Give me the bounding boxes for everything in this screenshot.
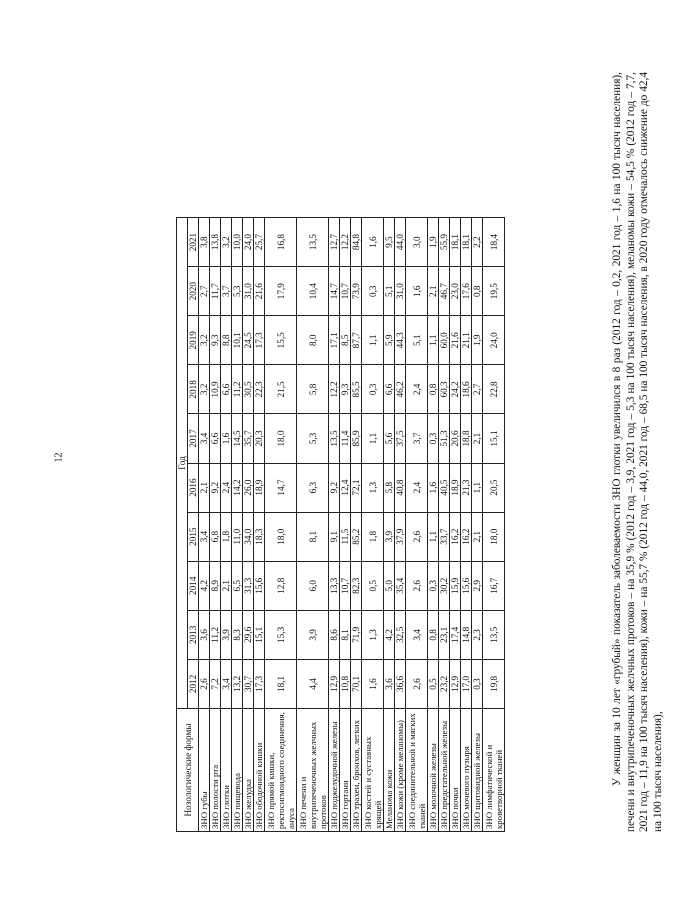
value-cell: 20,5 (483, 463, 505, 512)
value-cell: 40,5 (439, 463, 450, 512)
year-header: 2012 (188, 659, 199, 708)
value-cell: 0,3 (428, 414, 439, 463)
value-cell: 5,6 (384, 414, 395, 463)
value-cell: 1,1 (362, 316, 384, 365)
value-cell: 3,9 (297, 610, 329, 659)
value-cell: 71,9 (351, 610, 362, 659)
value-cell: 0,8 (428, 610, 439, 659)
value-cell: 17,3 (254, 659, 265, 708)
value-cell: 13,5 (297, 218, 329, 267)
value-cell: 14,8 (461, 610, 472, 659)
value-cell: 2,1 (221, 561, 232, 610)
value-cell: 60,3 (439, 365, 450, 414)
value-cell: 17,9 (265, 267, 297, 316)
value-cell: 21,3 (461, 463, 472, 512)
value-cell: 20,6 (450, 414, 461, 463)
value-cell: 26,0 (243, 463, 254, 512)
year-group-header: Год (177, 218, 188, 709)
value-cell: 31,0 (395, 267, 406, 316)
value-cell: 3,4 (199, 512, 210, 561)
table-row (461, 218, 472, 832)
value-cell: 87,7 (351, 316, 362, 365)
value-cell: 20,3 (254, 414, 265, 463)
value-cell: 23,1 (439, 610, 450, 659)
value-cell: 31,0 (243, 267, 254, 316)
value-cell: 21,6 (254, 267, 265, 316)
value-cell: 33,7 (439, 512, 450, 561)
value-cell: 23,0 (450, 267, 461, 316)
value-cell: 13,5 (329, 414, 340, 463)
value-cell: 4,2 (384, 610, 395, 659)
value-cell: 82,3 (351, 561, 362, 610)
value-cell: 8,6 (329, 610, 340, 659)
value-cell: 15,1 (483, 414, 505, 463)
nosological-form-cell: ЗНО мочевого пузыря (461, 709, 472, 832)
value-cell: 13,8 (210, 218, 221, 267)
value-cell: 12,9 (450, 659, 461, 708)
value-cell: 11,5 (340, 512, 351, 561)
nosological-form-cell: ЗНО почки (450, 709, 461, 832)
value-cell: 2,4 (406, 463, 428, 512)
value-cell: 8,0 (297, 316, 329, 365)
body-paragraph: У женщин за 10 лет «грубый» показатель заболеваемости ЗНО глотки увеличился в 8 раз (2012 год – 0,2, 2021 год – 1,6 на 100 тысяч населения), печени и внутрипеченочных желчных протоков – на 35,9 % (2012 год – 3,9, 2021 год – 5,3 на 100 тысяч населения), меланомы кожи – 54,5 % (2012 год – 7,7, 2021 год – 11,9 на 100 тысяч населения), кожи – на 55,7 % (2012 год – 44,0, 2021 год – 68,5 на 100 тысяч населения, в 2020 году отмечалось снижение до 42,4 на 100 тысяч населения), (611, 72, 664, 832)
value-cell: 3,4 (406, 610, 428, 659)
value-cell: 9,2 (210, 463, 221, 512)
form-column-header: Нозологические формы (177, 709, 199, 832)
year-header: 2019 (188, 316, 199, 365)
value-cell: 0,5 (428, 659, 439, 708)
value-cell: 13,2 (232, 659, 243, 708)
value-cell: 10,0 (232, 218, 243, 267)
value-cell: 2,6 (406, 659, 428, 708)
value-cell: 3,6 (199, 610, 210, 659)
table-row (362, 218, 384, 832)
value-cell: 8,1 (297, 512, 329, 561)
value-cell: 3,0 (406, 218, 428, 267)
value-cell: 1,3 (362, 610, 384, 659)
value-cell: 2,1 (428, 267, 439, 316)
table-row (439, 218, 450, 832)
nosological-form-cell: ЗНО желудка (243, 709, 254, 832)
value-cell: 3,4 (221, 659, 232, 708)
value-cell: 1,6 (221, 414, 232, 463)
value-cell: 2,6 (199, 659, 210, 708)
value-cell: 1,6 (428, 463, 439, 512)
value-cell: 24,2 (450, 365, 461, 414)
value-cell: 9,1 (329, 512, 340, 561)
nosological-form-cell: ЗНО поджелудочной железы (329, 709, 340, 832)
value-cell: 2,7 (199, 267, 210, 316)
value-cell: 16,2 (450, 512, 461, 561)
value-cell: 18,1 (265, 659, 297, 708)
value-cell: 3,7 (221, 267, 232, 316)
value-cell: 12,2 (329, 365, 340, 414)
value-cell: 6,8 (210, 512, 221, 561)
value-cell: 12,8 (265, 561, 297, 610)
year-header: 2015 (188, 512, 199, 561)
value-cell: 1,6 (362, 218, 384, 267)
value-cell: 29,6 (243, 610, 254, 659)
value-cell: 22,3 (254, 365, 265, 414)
value-cell: 0,3 (428, 561, 439, 610)
value-cell: 3,2 (199, 316, 210, 365)
value-cell: 2,6 (406, 512, 428, 561)
table-row (483, 218, 505, 832)
value-cell: 3,4 (199, 414, 210, 463)
value-cell: 85,5 (351, 365, 362, 414)
value-cell: 10,9 (210, 365, 221, 414)
value-cell: 18,9 (450, 463, 461, 512)
year-header: 2018 (188, 365, 199, 414)
value-cell: 16,2 (461, 512, 472, 561)
value-cell: 13,3 (329, 561, 340, 610)
value-cell: 34,0 (243, 512, 254, 561)
value-cell: 9,5 (384, 218, 395, 267)
value-cell: 35,7 (243, 414, 254, 463)
table-row (340, 218, 351, 832)
table-row (297, 218, 329, 832)
value-cell: 72,1 (351, 463, 362, 512)
value-cell: 12,7 (329, 218, 340, 267)
value-cell: 2,9 (472, 561, 483, 610)
value-cell: 17,1 (329, 316, 340, 365)
value-cell: 11,2 (210, 610, 221, 659)
value-cell: 5,0 (384, 561, 395, 610)
value-cell: 5,3 (297, 414, 329, 463)
value-cell: 17,0 (461, 659, 472, 708)
nosological-form-cell: ЗНО ободочной кишки (254, 709, 265, 832)
value-cell: 6,6 (384, 365, 395, 414)
value-cell: 7,2 (210, 659, 221, 708)
value-cell: 10,4 (297, 267, 329, 316)
table-row (384, 218, 395, 832)
value-cell: 2,1 (472, 414, 483, 463)
rotated-page-content (160, 72, 700, 832)
value-cell: 15,6 (461, 561, 472, 610)
value-cell: 2,1 (199, 463, 210, 512)
table-row (210, 218, 221, 832)
value-cell: 19,8 (483, 659, 505, 708)
value-cell: 85,2 (351, 512, 362, 561)
table-row (472, 218, 483, 832)
value-cell: 18,1 (450, 218, 461, 267)
value-cell: 2,2 (472, 218, 483, 267)
value-cell: 11,0 (232, 512, 243, 561)
nosological-form-cell: ЗНО кожи (кроме меланомы) (395, 709, 406, 832)
value-cell: 18,9 (254, 463, 265, 512)
value-cell: 9,3 (210, 316, 221, 365)
year-header: 2016 (188, 463, 199, 512)
value-cell: 18,6 (461, 365, 472, 414)
value-cell: 18,3 (254, 512, 265, 561)
value-cell: 30,5 (243, 365, 254, 414)
value-cell: 2,3 (472, 610, 483, 659)
table-row (406, 218, 428, 832)
value-cell: 1,1 (428, 316, 439, 365)
nosological-form-cell: ЗНО гортани (340, 709, 351, 832)
value-cell: 3,9 (221, 610, 232, 659)
value-cell: 16,8 (265, 218, 297, 267)
year-header: 2017 (188, 414, 199, 463)
value-cell: 2,1 (472, 512, 483, 561)
value-cell: 12,9 (329, 659, 340, 708)
value-cell: 6,3 (297, 463, 329, 512)
table-row (450, 218, 461, 832)
value-cell: 3,2 (199, 365, 210, 414)
value-cell: 0,3 (362, 267, 384, 316)
value-cell: 44,0 (395, 218, 406, 267)
nosological-form-cell: ЗНО соединительной и мягких тканей (406, 709, 428, 832)
nosological-form-cell: Меланома кожи (384, 709, 395, 832)
value-cell: 5,1 (384, 267, 395, 316)
value-cell: 8,8 (221, 316, 232, 365)
value-cell: 37,9 (395, 512, 406, 561)
value-cell: 12,2 (340, 218, 351, 267)
value-cell: 23,2 (439, 659, 450, 708)
value-cell: 36,6 (395, 659, 406, 708)
value-cell: 15,1 (254, 610, 265, 659)
nosological-form-cell: ЗНО предстательной железы (439, 709, 450, 832)
value-cell: 21,6 (450, 316, 461, 365)
value-cell: 2,4 (406, 365, 428, 414)
year-header: 2021 (188, 218, 199, 267)
value-cell: 1,8 (362, 512, 384, 561)
table-row (232, 218, 243, 832)
value-cell: 4,4 (297, 659, 329, 708)
nosological-form-cell: ЗНО молочной железы (428, 709, 439, 832)
value-cell: 5,9 (384, 316, 395, 365)
value-cell: 6,6 (221, 365, 232, 414)
value-cell: 6,5 (232, 561, 243, 610)
value-cell: 9,2 (329, 463, 340, 512)
value-cell: 2,7 (472, 365, 483, 414)
year-header: 2014 (188, 561, 199, 610)
value-cell: 17,4 (450, 610, 461, 659)
value-cell: 2,6 (406, 561, 428, 610)
value-cell: 1,1 (362, 414, 384, 463)
value-cell: 6,6 (210, 414, 221, 463)
nosological-form-cell: ЗНО трахеи, бронхов, легких (351, 709, 362, 832)
value-cell: 1,8 (221, 512, 232, 561)
value-cell: 5,8 (297, 365, 329, 414)
table-row (351, 218, 362, 832)
value-cell: 24,0 (243, 218, 254, 267)
table-row (221, 218, 232, 832)
value-cell: 0,8 (428, 365, 439, 414)
nosological-form-cell: ЗНО прямой кишки, ректосигмоидного соединения, ануса (265, 709, 297, 832)
table-row (265, 218, 297, 832)
value-cell: 17,3 (254, 316, 265, 365)
value-cell: 10,8 (340, 659, 351, 708)
value-cell: 84,8 (351, 218, 362, 267)
value-cell: 0,3 (472, 659, 483, 708)
value-cell: 0,3 (362, 365, 384, 414)
value-cell: 3,2 (221, 218, 232, 267)
value-cell: 1,3 (362, 463, 384, 512)
value-cell: 3,6 (384, 659, 395, 708)
value-cell: 1,9 (472, 316, 483, 365)
value-cell: 5,1 (406, 316, 428, 365)
value-cell: 15,5 (265, 316, 297, 365)
value-cell: 21,5 (265, 365, 297, 414)
value-cell: 1,1 (472, 463, 483, 512)
value-cell: 8,9 (210, 561, 221, 610)
table-row (395, 218, 406, 832)
value-cell: 55,9 (439, 218, 450, 267)
value-cell: 1,1 (428, 512, 439, 561)
value-cell: 11,4 (340, 414, 351, 463)
value-cell: 37,5 (395, 414, 406, 463)
value-cell: 14,2 (232, 463, 243, 512)
value-cell: 8,1 (340, 610, 351, 659)
year-header: 2013 (188, 610, 199, 659)
nosological-form-cell: ЗНО глотки (221, 709, 232, 832)
value-cell: 25,7 (254, 218, 265, 267)
table-row (243, 218, 254, 832)
value-cell: 18,0 (265, 512, 297, 561)
value-cell: 13,5 (483, 610, 505, 659)
value-cell: 30,7 (243, 659, 254, 708)
value-cell: 10,7 (340, 267, 351, 316)
value-cell: 24,5 (243, 316, 254, 365)
value-cell: 12,4 (340, 463, 351, 512)
value-cell: 15,3 (265, 610, 297, 659)
value-cell: 73,9 (351, 267, 362, 316)
value-cell: 21,1 (461, 316, 472, 365)
value-cell: 18,4 (483, 218, 505, 267)
nosological-form-cell: ЗНО полости рта (210, 709, 221, 832)
value-cell: 0,8 (472, 267, 483, 316)
value-cell: 31,3 (243, 561, 254, 610)
value-cell: 1,9 (428, 218, 439, 267)
value-cell: 3,9 (384, 512, 395, 561)
value-cell: 15,9 (450, 561, 461, 610)
value-cell: 46,7 (439, 267, 450, 316)
value-cell: 30,2 (439, 561, 450, 610)
value-cell: 8,5 (340, 316, 351, 365)
value-cell: 19,5 (483, 267, 505, 316)
nosological-form-cell: ЗНО пищевода (232, 709, 243, 832)
value-cell: 18,0 (483, 512, 505, 561)
value-cell: 17,6 (461, 267, 472, 316)
value-cell: 14,5 (232, 414, 243, 463)
value-cell: 11,7 (210, 267, 221, 316)
value-cell: 32,5 (395, 610, 406, 659)
value-cell: 51,3 (439, 414, 450, 463)
value-cell: 15,6 (254, 561, 265, 610)
value-cell: 4,2 (199, 561, 210, 610)
value-cell: 5,8 (384, 463, 395, 512)
value-cell: 18,1 (461, 218, 472, 267)
table-row (428, 218, 439, 832)
value-cell: 0,5 (362, 561, 384, 610)
value-cell: 70,1 (351, 659, 362, 708)
table-body (199, 218, 505, 832)
table-row (254, 218, 265, 832)
value-cell: 3,8 (199, 218, 210, 267)
value-cell: 44,3 (395, 316, 406, 365)
value-cell: 10,1 (232, 316, 243, 365)
nosological-form-cell: ЗНО печени и внутрипеченочных желчных протоков (297, 709, 329, 832)
value-cell: 22,8 (483, 365, 505, 414)
value-cell: 60,0 (439, 316, 450, 365)
value-cell: 24,0 (483, 316, 505, 365)
value-cell: 16,7 (483, 561, 505, 610)
table-row (329, 218, 340, 832)
value-cell: 14,7 (329, 267, 340, 316)
value-cell: 46,2 (395, 365, 406, 414)
value-cell: 6,0 (297, 561, 329, 610)
year-header: 2020 (188, 267, 199, 316)
nosological-form-cell: ЗНО губы (199, 709, 210, 832)
value-cell: 35,4 (395, 561, 406, 610)
table-row (199, 218, 210, 832)
page-number: 12 (53, 452, 65, 463)
value-cell: 10,7 (340, 561, 351, 610)
value-cell: 18,8 (461, 414, 472, 463)
value-cell: 40,8 (395, 463, 406, 512)
nosological-form-cell: ЗНО лимфатической и кроветворной тканей (483, 709, 505, 832)
value-cell: 3,7 (406, 414, 428, 463)
value-cell: 14,7 (265, 463, 297, 512)
value-cell: 1,6 (406, 267, 428, 316)
nosological-form-cell: ЗНО костей и суставных хрящей (362, 709, 384, 832)
value-cell: 18,0 (265, 414, 297, 463)
value-cell: 2,4 (221, 463, 232, 512)
value-cell: 85,9 (351, 414, 362, 463)
value-cell: 5,3 (232, 267, 243, 316)
value-cell: 1,6 (362, 659, 384, 708)
value-cell: 11,2 (232, 365, 243, 414)
value-cell: 9,3 (340, 365, 351, 414)
nosological-form-cell: ЗНО щитовидной железы (472, 709, 483, 832)
value-cell: 8,3 (232, 610, 243, 659)
incidence-table (176, 217, 505, 832)
